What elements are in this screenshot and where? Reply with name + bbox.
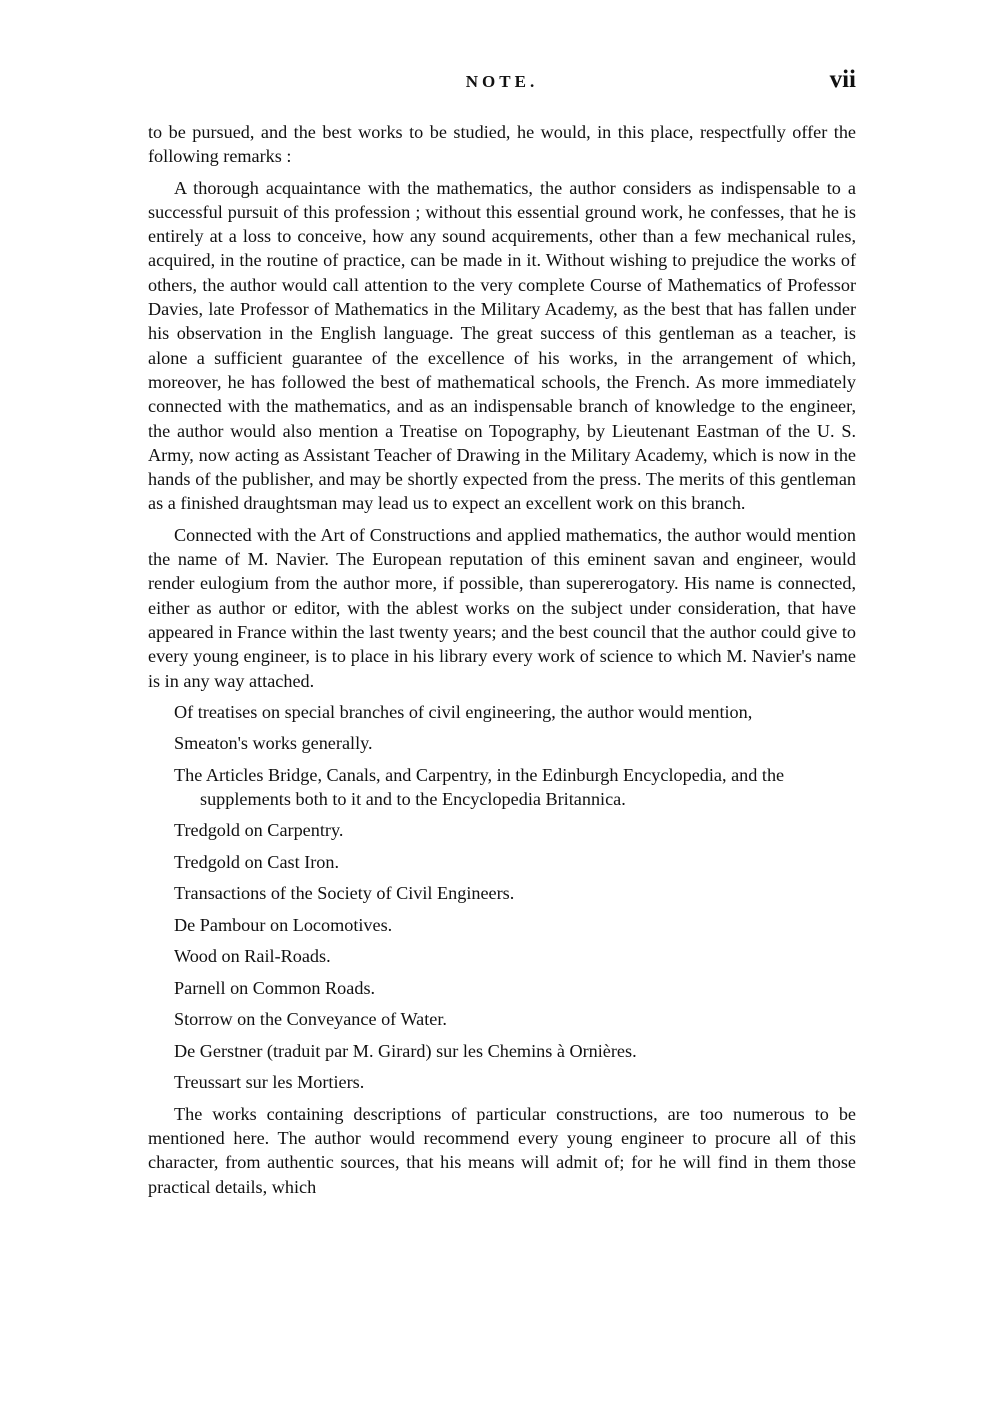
list-item: Smeaton's works generally. — [174, 733, 373, 754]
running-title: NOTE. — [465, 72, 539, 91]
paragraph-treatises-intro: Of treatises on special branches of civil engineering, the author would mention, — [174, 701, 753, 722]
paragraph-navier: Connected with the Art of Constructions and applied mathematics, the author would mention the name of M. Navier. The European reputation of this eminent savan and engineer, would render eulogium from the author more, if possible, than supererogatory. His name is connected, either as author or editor, with the ablest works on the subject under consideration, that have appeared in France within the last twenty years; and the best council that the author could give to every young engineer, is to place in his library every work of science to which M. Navier's name is in any way attached. — [148, 524, 856, 691]
list-item: The Articles Bridge, Canals, and Carpentry, in the Edinburgh Encyclopedia, and the supplements both to it and to the Encyclopedia Britannica. — [174, 764, 785, 809]
page-number: vii — [829, 66, 856, 93]
paragraph-continuation: to be pursued, and the best works to be studied, he would, in this place, respectfully offer the following remarks : — [148, 122, 856, 167]
list-item: Wood on Rail-Roads. — [174, 946, 331, 967]
list-item: Storrow on the Conveyance of Water. — [174, 1009, 447, 1030]
list-item: Tredgold on Carpentry. — [174, 820, 344, 841]
works-list — [148, 731, 856, 1094]
page-header — [148, 66, 856, 102]
list-item: Treussart sur les Mortiers. — [174, 1072, 365, 1093]
list-item: Transactions of the Society of Civil Engineers. — [174, 883, 515, 904]
paragraph-closing: The works containing descriptions of particular constructions, are too numerous to be mentioned here. The author would recommend every young engineer to procure all of this character, from authentic sources, that his means will admit of; for he will find in them those practical details, which — [148, 1103, 856, 1197]
list-item: De Pambour on Locomotives. — [174, 914, 393, 935]
page-body — [148, 120, 856, 1206]
paragraph-mathematics: A thorough acquaintance with the mathematics, the author considers as indispensable to a successful pursuit of this profession ; without this essential ground work, he confesses, that he is entirely at a loss to conceive, how any sound acquirements, other than a few mechanical rules, acquired, in the routine of practice, can be made in it. Without wishing to prejudice the works of others, the author would call attention to the very complete Course of Mathematics of Professor Davies, late Professor of Mathematics in the Military Academy, as the best that has fallen under his observation in the English language. The great success of this gentleman as a teacher, is alone a sufficient guarantee of the excellence of his works, in the arrangement of which, moreover, he has followed the best of mathematical schools, the French. As more immediately connected with the mathematics, and as an indispensable branch of knowledge to the engineer, the author would also mention a Treatise on Topography, by Lieutenant Eastman of the U. S. Army, now acting as Assistant Teacher of Drawing in the Military Academy, which is now in the hands of the publisher, and may be shortly expected from the press. The merits of this gentleman as a finished draughtsman may lead us to expect an excellent work on this branch. — [148, 177, 856, 514]
list-item: Parnell on Common Roads. — [174, 977, 376, 998]
list-item: De Gerstner (traduit par M. Girard) sur les Chemins à Ornières. — [174, 1040, 637, 1061]
list-item: Tredgold on Cast Iron. — [174, 851, 340, 872]
